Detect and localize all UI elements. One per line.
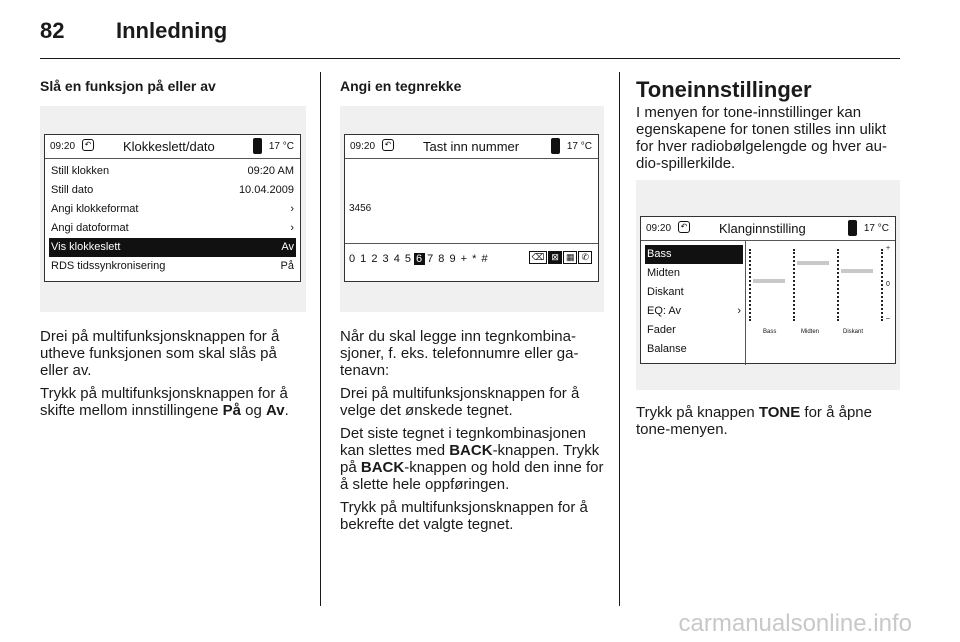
menu-item-label: Angi datoformat [51, 222, 129, 234]
menu-item-show-clock[interactable] [49, 238, 296, 257]
section-heading: Angi en tegnrekke [340, 78, 462, 94]
back-icon: ↶ [678, 221, 690, 233]
screenshot-number-entry [340, 106, 604, 312]
section-title: Toneinnstillinger [636, 77, 812, 102]
menu-item-value: 10.04.2009 [238, 184, 294, 196]
tone-item-balance[interactable]: Balanse [647, 343, 687, 355]
screen-title: Tast inn nummer [423, 139, 520, 154]
status-bar [345, 135, 598, 159]
column-divider-1 [320, 72, 321, 606]
scale-zero: 0 [886, 281, 890, 288]
column-3 [636, 78, 900, 444]
back-icon: ↶ [82, 139, 94, 151]
menu-item-label: Angi klokkeformat [51, 203, 139, 215]
slider-label: Bass [763, 329, 777, 335]
slider-bass[interactable] [793, 249, 795, 321]
menu-item-date-format[interactable] [49, 219, 296, 238]
backspace-icon[interactable]: ⌫ [529, 251, 548, 264]
menu-item-clock-format[interactable] [49, 200, 296, 219]
display-screen [344, 134, 599, 282]
screen-title: Klokkeslett/dato [123, 139, 215, 154]
temperature: 17 °C [268, 141, 294, 152]
screenshot-tone-settings [636, 180, 900, 390]
character-strip[interactable] [349, 253, 489, 265]
tone-item-treble[interactable]: Diskant [647, 286, 684, 298]
menu-item-value: Av [281, 241, 294, 253]
slider-treble[interactable] [881, 249, 883, 321]
menu-item-value: På [280, 260, 294, 272]
tone-item-bass[interactable]: Bass [645, 245, 743, 264]
watermark: carmanualsonline.info [678, 610, 912, 637]
display-screen [640, 216, 896, 364]
keypad-icon[interactable]: ▦ [563, 251, 578, 264]
thermometer-icon [848, 220, 857, 236]
menu-item-label: Still klokken [51, 165, 110, 177]
menu-item-label: RDS tidssynkronisering [51, 260, 166, 272]
phone-icon[interactable]: ✆ [578, 251, 592, 264]
slider-midrange[interactable] [837, 249, 839, 321]
chevron-right-icon: › [290, 222, 294, 234]
tone-item-midrange[interactable]: Midten [647, 267, 681, 279]
menu-item-value: 09:20 AM [247, 165, 294, 177]
scale-line [749, 249, 751, 321]
action-icons [529, 251, 592, 264]
clock-time: 09:20 [350, 141, 376, 152]
display-screen [44, 134, 301, 282]
back-icon: ↶ [382, 139, 394, 151]
slider-knob-treble [841, 269, 873, 273]
slider-knob-bass [753, 279, 785, 283]
scale-minus: – [886, 315, 890, 322]
intro-paragraph: I menyen for tone-innstillinger kan egenskapene for tonen stilles inn ulikt for hver radiobølgelengde og hver au-dio-spillerkilde. [636, 104, 887, 172]
tone-item-eq[interactable]: EQ: Av › [647, 305, 741, 317]
page-header-title: Innledning [116, 18, 228, 43]
delete-icon[interactable]: ⊠ [548, 251, 562, 264]
thermometer-icon [253, 138, 262, 154]
status-bar [45, 135, 300, 159]
paragraph: Drei på multifunksjonsknappen for å utheve funksjonen som skal slås på eller av. [40, 328, 280, 379]
char-list: 7 8 9 + * # [427, 253, 489, 265]
entry-text: 3456 [349, 203, 372, 214]
screenshot-clock-date [40, 106, 306, 312]
menu-item-set-clock[interactable] [49, 162, 296, 181]
header-rule [40, 58, 900, 59]
paragraph: Trykk på multifunksjonsknappen for å bekrefte det valgte tegnet. [340, 499, 588, 533]
status-bar [641, 217, 895, 241]
menu-item-set-date[interactable] [49, 181, 296, 200]
slider-label: Diskant [843, 329, 864, 335]
slider-label: Midten [801, 329, 820, 335]
chevron-right-icon: › [290, 203, 294, 215]
column-1 [40, 78, 306, 425]
tone-item-fader[interactable]: Fader [647, 324, 676, 336]
column-divider-2 [619, 72, 620, 606]
selected-char[interactable]: 6 [416, 253, 424, 265]
divider [745, 241, 746, 365]
slider-knob-midrange [797, 261, 829, 265]
paragraph: Det siste tegnet i tegnkombinasjonen kan slettes med BACK-knappen. Trykk på BACK-knappen og hold den inne for å slette hele oppføringen. [340, 425, 604, 493]
clock-time: 09:20 [50, 141, 76, 152]
paragraph: Trykk på multifunksjonsknappen for å skifte mellom innstillingene På og Av. [40, 385, 289, 419]
clock-time: 09:20 [646, 223, 672, 234]
paragraph: Trykk på knappen TONE for å åpne tone-menyen. [636, 404, 872, 438]
menu-item-rds-sync[interactable] [49, 257, 296, 276]
char-list: 0 1 2 3 4 5 [349, 253, 412, 265]
chevron-right-icon: › [737, 305, 741, 317]
menu-item-label: Vis klokkeslett [51, 241, 121, 253]
temperature: 17 °C [566, 141, 592, 152]
scale-plus: + [886, 245, 891, 252]
temperature: 17 °C [863, 223, 889, 234]
section-heading: Slå en funksjon på eller av [40, 78, 216, 94]
page-number: 82 [40, 18, 65, 43]
divider [345, 243, 598, 244]
paragraph: Drei på multifunksjonsknappen for å velge det ønskede tegnet. [340, 385, 580, 419]
menu-item-label: Still dato [51, 184, 94, 196]
column-2 [340, 78, 604, 539]
thermometer-icon [551, 138, 560, 154]
screen-title: Klanginnstilling [719, 221, 806, 236]
paragraph: Når du skal legge inn tegnkombina-sjoner, f. eks. telefonnumre eller ga-tenavn: [340, 328, 579, 379]
